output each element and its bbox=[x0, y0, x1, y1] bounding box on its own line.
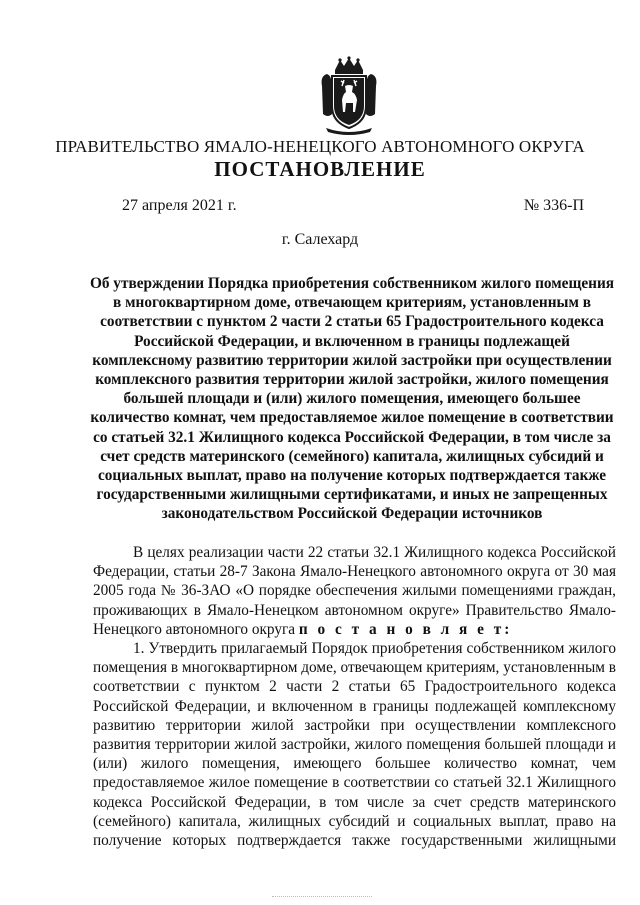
document-city: г. Салехард bbox=[281, 231, 359, 248]
heading-line: комплексному развитию территории жилой застройки при осуществлении bbox=[92, 351, 612, 369]
item-line: кодекса Российской Федерации, в том числе за счет средств материнского bbox=[93, 793, 616, 811]
preamble-line: Ненецкого автономного округа bbox=[93, 620, 296, 638]
item-line: (семейного) капитала, жилищных субсидий и социальных выплат, право на bbox=[93, 812, 616, 830]
document-date: 27 апреля 2021 г. bbox=[122, 197, 237, 214]
heading-line: Российской Федерации, и включенном в границы подлежащей bbox=[134, 332, 570, 350]
heading-line: государственными жилищными сертификатами, и иных не запрещенных bbox=[96, 486, 608, 504]
heading-line: со статьей 32.1 Жилищного кодекса Российской Федерации, в том числе за bbox=[93, 428, 611, 446]
item-line: Российской Федерации, и включенном в границы подлежащей комплексному bbox=[93, 697, 616, 715]
item-line: (или) жилого помещения, имеющего большее количество комнат, чем bbox=[93, 755, 616, 773]
heading-line: соответствии с пунктом 2 части 2 статьи 65 Градостроительного кодекса bbox=[100, 313, 604, 331]
item-line: 1. Утвердить прилагаемый Порядок приобретения собственником жилого bbox=[133, 640, 616, 657]
heading-line: большей площади и (или) жилого помещения, имеющего большее bbox=[123, 390, 581, 408]
item-line: соответствии с пунктом 2 части 2 статьи 65 Градостроительного кодекса bbox=[93, 678, 616, 696]
heading-line: в многоквартирном доме, отвечающем критериям, установленным в bbox=[113, 294, 591, 312]
preamble-line: проживающих в Ямало-Ненецком автономном округе» Правительство Ямало- bbox=[93, 601, 616, 619]
preamble-line: 2005 года № 36-ЗАО «О порядке обеспечения жилыми помещениями граждан, bbox=[93, 582, 616, 600]
page-bottom-divider bbox=[272, 896, 372, 898]
heading-line: счет средств материнского (семейного) капитала, жилищных субсидий и bbox=[100, 447, 604, 465]
item-1-paragraph bbox=[93, 639, 616, 850]
heading-line: социальных выплат, право на получение которых подтверждается также bbox=[97, 467, 607, 485]
heading-line: Об утверждении Порядка приобретения собственником жилого помещения bbox=[89, 275, 615, 292]
heading-line: количество комнат, чем предоставляемое жилое помещение в соответствии bbox=[90, 409, 614, 427]
item-line: получение которых подтверждается также государственными жилищными bbox=[93, 832, 616, 850]
heading-line: комплексного развития территории жилой застройки, жилого помещения bbox=[95, 371, 609, 389]
coat-of-arms-emblem bbox=[318, 56, 380, 136]
document-number: № 336-П bbox=[523, 197, 584, 214]
heading-line: законодательством Российской Федерации источников bbox=[161, 505, 543, 523]
item-line: развития территории жилой застройки, жилого помещения большей площади и bbox=[93, 736, 616, 754]
item-line: предоставляемое жилое помещение в соответствии со статьей 32.1 Жилищного bbox=[93, 774, 616, 792]
resolution-heading bbox=[88, 274, 616, 524]
preamble-last-line bbox=[93, 620, 616, 639]
document-type: ПОСТАНОВЛЕНИЕ bbox=[214, 157, 426, 181]
government-name: ПРАВИТЕЛЬСТВО ЯМАЛО-НЕНЕЦКОГО АВТОНОМНОГО ОКРУГА bbox=[55, 137, 585, 156]
resolves-word: п о с т а н о в л я е т: bbox=[298, 620, 513, 638]
preamble-paragraph bbox=[93, 543, 616, 639]
preamble-line: В целях реализации части 22 статьи 32.1 Жилищного кодекса Российской bbox=[133, 544, 616, 561]
item-line: развитию территории жилой застройки при осуществлении комплексного bbox=[93, 716, 616, 734]
preamble-line: Федерации, статьи 28-7 Закона Ямало-Ненецкого автономного округа от 30 мая bbox=[93, 563, 616, 581]
item-line: помещения в многоквартирном доме, отвечающем критериям, установленным в bbox=[93, 659, 616, 677]
